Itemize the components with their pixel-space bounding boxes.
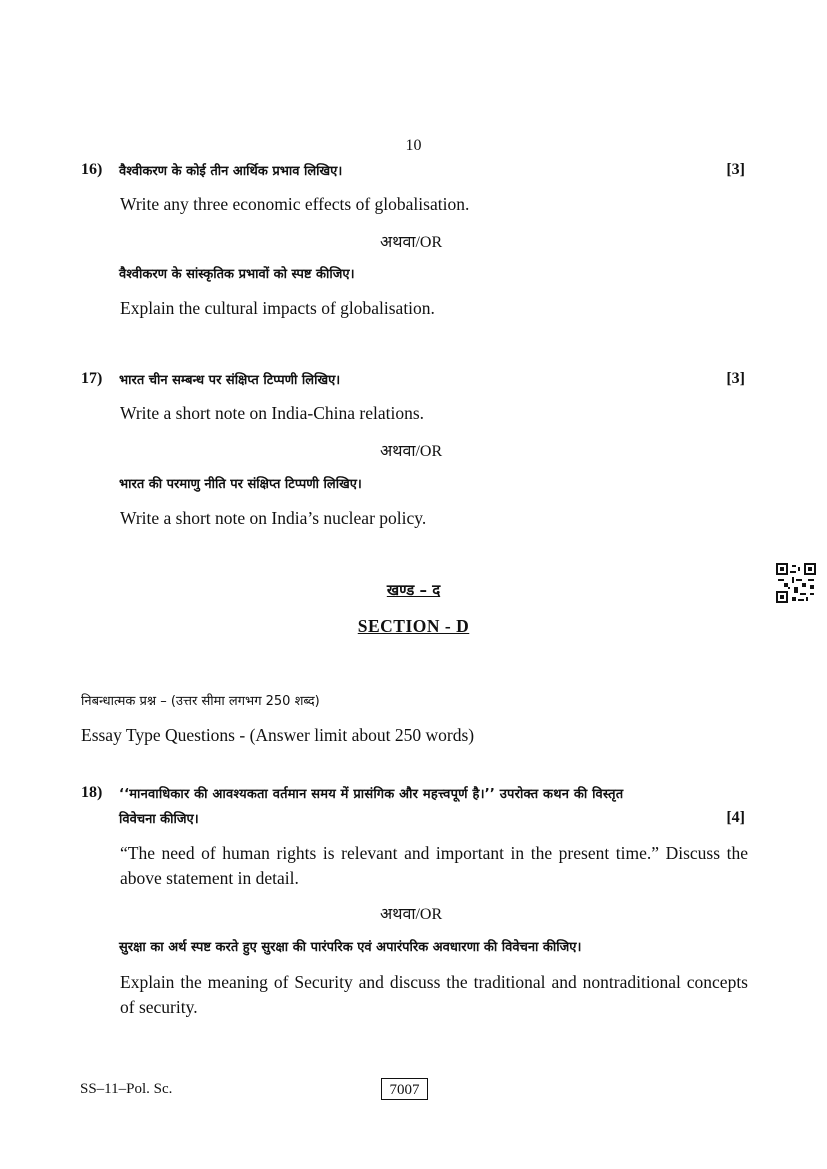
serial-number-box: 7007	[381, 1078, 428, 1100]
page-number: 10	[405, 137, 422, 154]
question-16-or	[380, 230, 442, 252]
question-16-marks: [3]	[726, 161, 745, 178]
paper-code: SS–11–Pol. Sc.	[80, 1081, 173, 1097]
question-18-alt-hindi: सुरक्षा का अर्थ स्पष्ट करते हुए सुरक्षा की पारंपरिक एवं अपारंपरिक अवधारणा की विवेचना कीजिए।	[119, 940, 582, 955]
question-17-alt-hindi: भारत की परमाणु नीति पर संक्षिप्त टिप्पणी लिखिए।	[119, 477, 362, 492]
question-18-english: “The need of human rights is relevant and important in the present time.” Discuss the above statement in detail.	[120, 843, 748, 888]
question-17-english: Write a short note on India-China relations.	[120, 403, 425, 423]
question-18-marks: [4]	[726, 809, 745, 826]
section-hindi-title: खण्ड – द	[386, 581, 441, 599]
question-16-hindi: वैश्वीकरण के कोई तीन आर्थिक प्रभाव लिखिए।	[119, 164, 343, 179]
question-18-or	[380, 902, 442, 924]
question-18-alt-english: Explain the meaning of Security and discuss the traditional and nontraditional concepts of security.	[120, 972, 748, 1017]
question-17-alt-english: Write a short note on India’s nuclear policy.	[120, 508, 427, 528]
or-label: अथवा/OR	[380, 234, 443, 251]
or-label: अथवा/OR	[380, 443, 443, 460]
section-english-title: SECTION - D	[357, 616, 470, 636]
question-18-number: 18)	[81, 784, 103, 801]
question-18-hindi-line1: ‘‘मानवाधिकार की आवश्यकता वर्तमान समय में प्रासंगिक और महत्त्वपूर्ण है।’’ उपरोक्त कथन की विस्तृत	[119, 787, 624, 802]
question-16-alt-hindi: वैश्वीकरण के सांस्कृतिक प्रभावों को स्पष्ट कीजिए।	[119, 267, 355, 282]
or-label: अथवा/OR	[380, 906, 443, 923]
question-16-alt-english: Explain the cultural impacts of globalisation.	[120, 298, 435, 318]
question-18-hindi-line2: विवेचना कीजिए।	[119, 812, 199, 827]
question-17-hindi: भारत चीन सम्बन्ध पर संक्षिप्त टिप्पणी लिखिए।	[119, 373, 341, 388]
section-heading-hindi	[0, 580, 827, 600]
question-17-or	[380, 439, 442, 461]
instruction-english: Essay Type Questions - (Answer limit about 250 words)	[81, 725, 475, 745]
question-17-marks: [3]	[726, 370, 745, 387]
instruction-hindi: निबन्धात्मक प्रश्न – (उत्तर सीमा लगभग 250 शब्द)	[81, 694, 320, 709]
question-16-number: 16)	[81, 161, 103, 178]
section-heading-english	[0, 616, 827, 637]
question-17-number: 17)	[81, 370, 103, 387]
question-16-english: Write any three economic effects of globalisation.	[120, 194, 470, 214]
